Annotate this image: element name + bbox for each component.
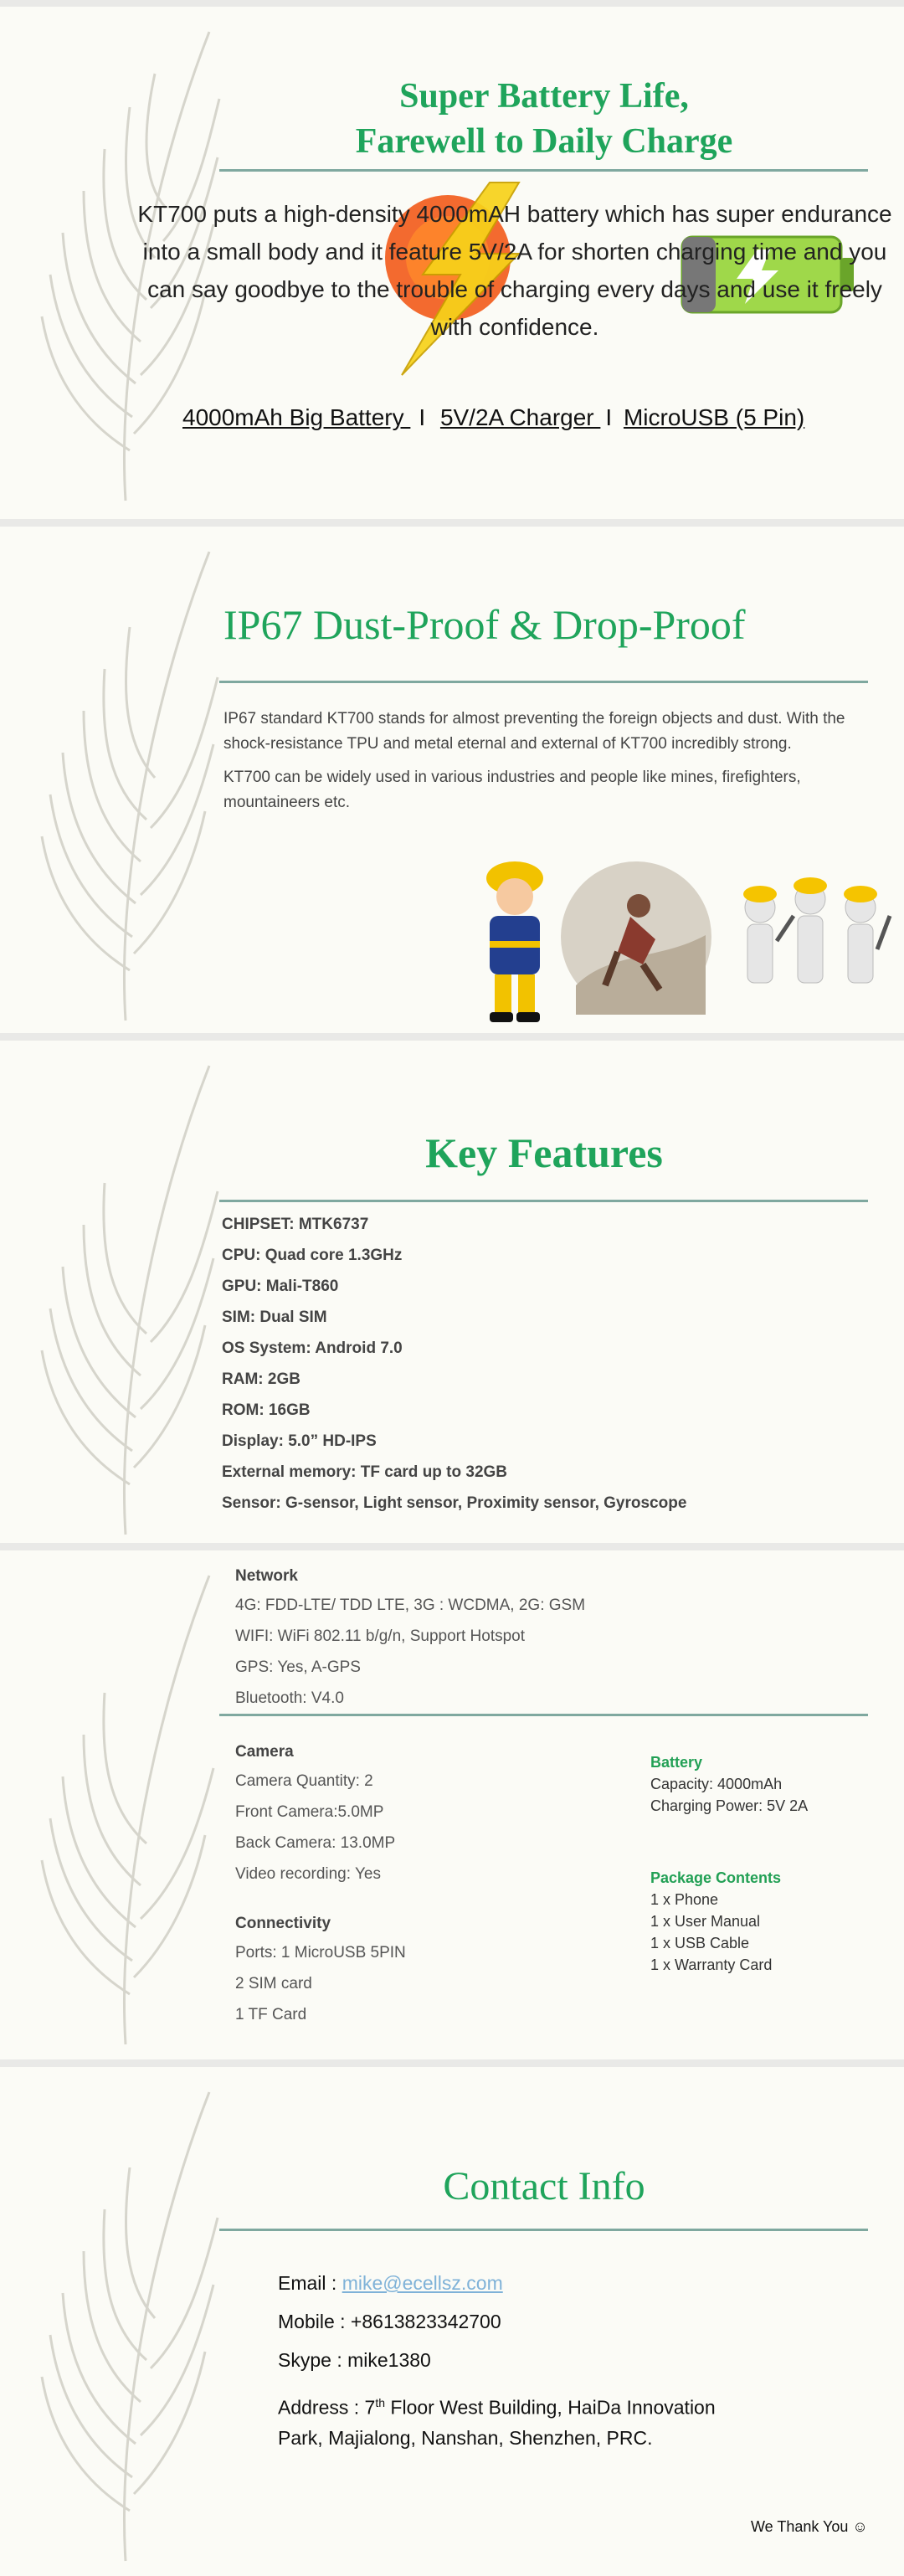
camera-item: Camera Quantity: 2: [235, 1772, 373, 1790]
feature-item: OS System: Android 7.0: [222, 1339, 403, 1357]
contact-details: [278, 2272, 814, 2453]
key-features-section: [0, 1041, 904, 1543]
battery-title: [218, 74, 871, 164]
features-list: [222, 1209, 875, 1519]
charger-link[interactable]: 5V/2A Charger: [439, 404, 601, 430]
network-block: [235, 1563, 871, 1714]
feature-item: CHIPSET: MTK6737: [222, 1216, 369, 1233]
network-item: Bluetooth: V4.0: [235, 1689, 344, 1707]
climber-photo: [559, 860, 714, 1015]
feature-item: Display: 5.0” HD-IPS: [222, 1432, 377, 1450]
feature-item: SIM: Dual SIM: [222, 1309, 327, 1326]
connectivity-item: 2 SIM card: [235, 1975, 312, 1992]
address-sup: th: [375, 2396, 386, 2409]
ip67-divider: [219, 681, 868, 683]
skype-row: Skype : mike1380: [278, 2349, 431, 2371]
ip67-paragraph-2: KT700 can be widely used in various industries and people like mines, firefighters, mountaineers etc.: [223, 769, 801, 811]
email-row: [278, 2272, 814, 2311]
ip67-section: [0, 527, 904, 1033]
feather-decoration: [25, 535, 234, 1029]
network-item: 4G: FDD-LTE/ TDD LTE, 3G : WCDMA, 2G: GSM: [235, 1597, 586, 1614]
package-title: Package Contents: [650, 1869, 782, 1886]
feature-item: CPU: Quad core 1.3GHz: [222, 1247, 403, 1264]
link-separator: I: [605, 404, 613, 430]
mobile-row: Mobile : +8613823342700: [278, 2311, 501, 2332]
package-item: 1 x User Manual: [650, 1913, 761, 1930]
battery-spec-title: Battery: [650, 1754, 703, 1771]
package-item: 1 x Warranty Card: [650, 1956, 773, 1973]
feather-decoration: [25, 1049, 234, 1543]
connectivity-item: 1 TF Card: [235, 2006, 307, 2023]
address-rest: Floor West Building, HaiDa Innovation: [385, 2396, 716, 2419]
email-link[interactable]: mike@ecellsz.com: [342, 2272, 503, 2294]
network-title: Network: [235, 1567, 298, 1585]
feather-decoration: [25, 1559, 234, 2053]
battery-divider: [219, 169, 868, 172]
thank-you-text: We Thank You ☺: [751, 2518, 868, 2535]
key-features-title: Key Features: [425, 1129, 663, 1176]
battery-spec-item: Capacity: 4000mAh: [650, 1776, 783, 1792]
connectivity-item: Ports: 1 MicroUSB 5PIN: [235, 1944, 406, 1962]
battery-description: KT700 puts a high-density 4000mAH battery which has super endurance into a small body and it feature 5V/2A for shorten charging time and you can say goodbye to the trouble of charging every days and use it freely with confidence.: [137, 201, 892, 340]
features-divider: [219, 1200, 868, 1202]
specs-section: [0, 1550, 904, 2059]
feature-item: ROM: 16GB: [222, 1401, 311, 1419]
battery-capacity-link[interactable]: 4000mAh Big Battery: [182, 404, 411, 430]
ip67-title: IP67 Dust-Proof & Drop-Proof: [223, 601, 746, 648]
address-prefix: Address : 7: [278, 2396, 376, 2419]
battery-title-line2: Farewell to Daily Charge: [355, 122, 733, 161]
microusb-link[interactable]: MicroUSB (5 Pin): [623, 404, 805, 430]
package-block: [650, 1867, 893, 1976]
package-item: 1 x USB Cable: [650, 1935, 750, 1951]
camera-block: [235, 1739, 620, 1890]
address-line2: Park, Majialong, Nanshan, Shenzhen, PRC.: [278, 2426, 653, 2449]
camera-item: Back Camera: 13.0MP: [235, 1834, 396, 1852]
battery-link-bar: [182, 404, 869, 431]
contact-divider: [219, 2229, 868, 2231]
workers-illustration: [727, 857, 894, 1016]
link-separator: I: [419, 404, 426, 430]
feature-item: External memory: TF card up to 32GB: [222, 1463, 508, 1481]
battery-spec-item: Charging Power: 5V 2A: [650, 1797, 809, 1814]
feature-item: GPU: Mali-T860: [222, 1278, 339, 1295]
package-item: 1 x Phone: [650, 1891, 719, 1908]
feature-item: Sensor: G-sensor, Light sensor, Proximity sensor, Gyroscope: [222, 1494, 687, 1512]
feature-item: RAM: 2GB: [222, 1370, 300, 1388]
ip67-body: [223, 707, 860, 815]
battery-section: [0, 7, 904, 519]
camera-item: Video recording: Yes: [235, 1865, 381, 1883]
battery-spec-block: [650, 1751, 893, 1817]
email-label: Email :: [278, 2272, 342, 2294]
feather-decoration: [25, 2075, 234, 2569]
connectivity-block: [235, 1910, 620, 2030]
network-item: GPS: Yes, A-GPS: [235, 1658, 361, 1676]
battery-title-line1: Super Battery Life,: [399, 77, 689, 116]
firefighter-illustration: [465, 853, 565, 1029]
camera-item: Front Camera:5.0MP: [235, 1803, 384, 1821]
contact-title: Contact Info: [443, 2164, 645, 2208]
connectivity-title: Connectivity: [235, 1915, 331, 1932]
camera-title: Camera: [235, 1743, 294, 1761]
contact-section: [0, 2067, 904, 2576]
specs-divider: [219, 1714, 868, 1716]
network-item: WIFI: WiFi 802.11 b/g/n, Support Hotspot: [235, 1627, 526, 1645]
ip67-paragraph-1: IP67 standard KT700 stands for almost preventing the foreign objects and dust. With the shock-resistance TPU and metal eternal and external of KT700 incredibly strong.: [223, 710, 845, 753]
address-row: [278, 2388, 814, 2453]
